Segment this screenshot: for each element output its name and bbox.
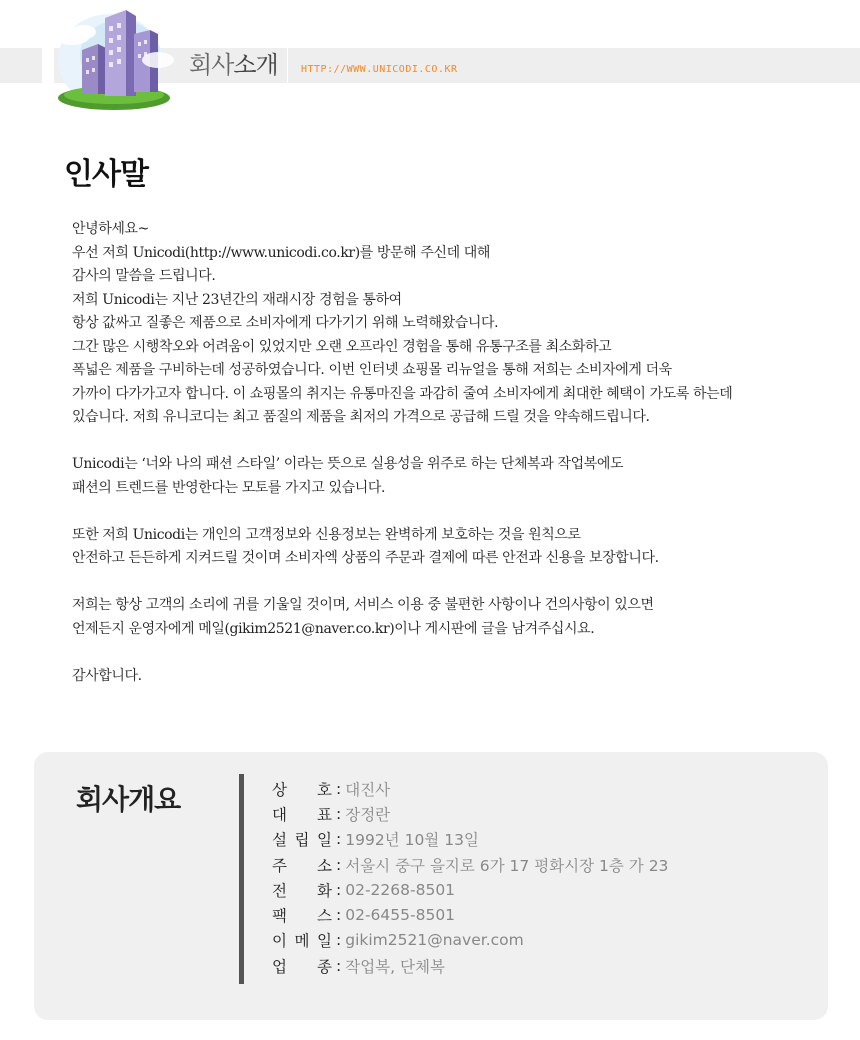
label-colon: : [336,779,342,798]
greeting-line: 언제든지 운영자에게 메일(gikim2521@naver.co.kr)이나 게시판에 글을 남겨주십시요. [72,620,595,637]
greeting-line: 감사의 말씀을 드립니다. [72,268,216,284]
page-title-part2: 소개 [233,51,278,79]
label-char: 대 [272,805,287,824]
label-char: 표 [317,805,332,824]
greeting-line: 가까이 다가가고자 합니다. 이 쇼핑몰의 취지는 유통마진을 과감히 줄여 소비자에게 최대한 혜택이 가도록 하는데 [72,385,733,402]
greeting-line: 그간 많은 시행착오와 어려움이 있었지만 오랜 오프라인 경험을 통해 유통구조를 최소화하고 [72,338,612,355]
paragraph-spacer [72,641,842,665]
label-colon: : [336,804,342,823]
paragraph-spacer [72,571,842,595]
greeting-line: 또한 저희 Unicodi는 개인의 고객정보와 신용정보는 완벽하게 보호하는 것을 원칙으로 [72,526,581,543]
label-char: 일 [317,932,332,951]
label-char: 종 [317,957,332,976]
header-separator [287,48,288,83]
paragraph-spacer [72,500,842,524]
label-char: 팩 [272,907,287,926]
label-char: 주 [272,856,287,875]
company-info-row [272,928,668,953]
company-info-row [272,877,668,902]
label-colon: : [336,906,342,925]
label-colon: : [336,956,342,975]
greeting-line: 항상 값싸고 질좋은 제품으로 소비자에게 다가기기 위해 노력해왔습니다. [72,315,499,331]
company-info-value: 장정란 [345,805,391,824]
city-buildings-icon [50,0,180,120]
greeting-line: 저희 Unicodi는 지난 23년간의 재래시장 경험을 통하여 [72,291,402,308]
greeting-line: 있습니다. 저희 유니코디는 최고 품질의 제품을 최저의 가격으로 공급해 드릴 것을 약속해드립니다. [72,409,650,425]
label-char: 립 [294,831,310,850]
label-colon: : [336,830,342,849]
company-info-label [272,828,332,850]
company-info-value: gikim2521@naver.com [345,931,524,950]
company-info-row [272,801,668,826]
label-char: 이 [272,932,287,951]
company-info-row [272,902,668,927]
paragraph-spacer [72,430,842,454]
overview-divider [239,774,244,984]
company-info-value: 02-6455-8501 [345,906,456,925]
company-info-label [272,879,332,901]
greeting-line: 우선 저희 Unicodi(http://www.unicodi.co.kr)를 방문해 주신데 대해 [72,244,491,261]
greeting-line: 저희는 항상 고객의 소리에 귀를 기울일 것이며, 서비스 이용 중 불편한 사항이나 건의사항이 있으면 [72,597,654,613]
label-char: 메 [294,932,310,951]
greeting-line: 안전하고 든든하게 지켜드릴 것이며 소비자엑 상품의 주문과 결제에 따른 안전과 신용을 보장합니다. [72,550,659,566]
label-char: 상 [272,780,287,799]
company-info-label [272,955,332,977]
label-char: 업 [272,957,287,976]
company-info-list [272,776,668,978]
company-info-value: 작업복, 단체복 [345,957,445,976]
label-colon: : [336,931,342,950]
label-char: 설 [272,831,287,850]
company-info-row [272,776,668,801]
company-info-row [272,852,668,877]
company-overview-title: 회사개요 [76,783,181,816]
site-url[interactable]: HTTP://WWW.UNICODI.CO.KR [301,64,458,75]
label-char: 전 [272,881,287,900]
company-info-value: 대진사 [345,780,391,799]
greeting-line: Unicodi는 ‘너와 나의 패션 스타일’ 이라는 뜻으로 실용성을 위주로 하는 단체복과 작업복에도 [72,456,624,472]
page-title-part1: 회사 [189,51,234,79]
greeting-line: 패션의 트렌드를 반영한다는 모토를 가지고 있습니다. [72,479,386,496]
greeting-text [72,218,842,688]
company-info-value: 1992년 10월 13일 [345,831,479,850]
company-info-value: 02-2268-8501 [345,880,456,899]
company-info-label [272,803,332,825]
company-overview-box [34,752,828,1020]
label-char: 일 [317,831,332,850]
greeting-line: 폭넓은 제품을 구비하는데 성공하였습니다. 이번 인터넷 쇼핑몰 리뉴얼을 통해 저희는 소비자에게 더욱 [72,362,672,378]
label-colon: : [336,880,342,899]
label-char: 스 [317,907,332,926]
greeting-line: 감사합니다. [72,667,142,684]
company-info-row [272,953,668,978]
greeting-title: 인사말 [64,157,148,192]
company-info-label [272,904,332,926]
company-info-label [272,929,332,951]
greeting-line: 안녕하세요~ [72,221,149,237]
company-info-value: 서울시 중구 을지로 6가 17 평화시장 1층 가 23 [345,856,669,875]
company-info-row [272,827,668,852]
company-info-label [272,854,332,876]
label-colon: : [336,855,342,874]
company-info-label [272,778,332,800]
label-char: 화 [317,881,332,900]
label-char: 소 [317,856,332,875]
page-title [189,49,278,81]
label-char: 호 [317,780,332,799]
